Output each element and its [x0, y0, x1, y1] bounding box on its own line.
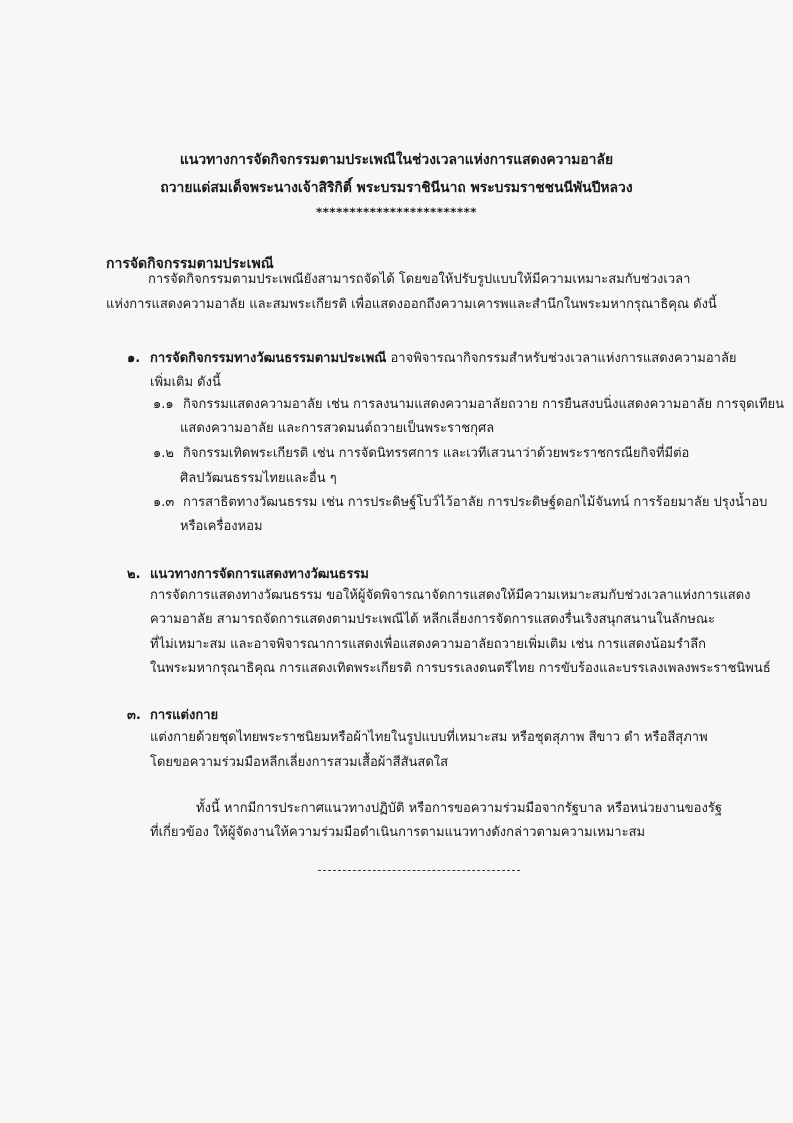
section2-line4: ในพระมหากรุณาธิคุณ การแสดงเทิดพระเกียรติ การบรรเลงดนตรีไทย การขับร้องและบรรเลงเพลงพระราชนิพนธ์ [150, 661, 771, 676]
section1-line2: เพิ่มเติม ดังนี้ [150, 375, 221, 390]
end-divider [318, 870, 520, 871]
item-1-3-line1: การสาธิตทางวัฒนธรรม เช่น การประดิษฐ์โบว์ไว้อาลัย การประดิษฐ์ดอกไม้จันทน์ การร้อยมาลัย ปรุงน้ำอบ [183, 495, 768, 510]
item-1-1-number: ๑.๑ [153, 397, 174, 412]
item-1-1-line1: กิจกรรมแสดงความอาลัย เช่น การลงนามแสดงความอาลัยถวาย การยืนสงบนิ่งแสดงความอาลัย การจุดเทียน [183, 397, 785, 412]
section3-line2: โดยขอความร่วมมือหลีกเลี่ยงการสวมเสื้อผ้าสีสันสดใส [150, 755, 449, 770]
section2-line1: การจัดการแสดงทางวัฒนธรรม ขอให้ผู้จัดพิจารณาจัดการแสดงให้มีความเหมาะสมกับช่วงเวลาแห่งการแสดง [150, 588, 751, 603]
intro-paragraph-line1: การจัดกิจกรรมตามประเพณียังสามารถจัดได้ โดยขอให้ปรับรูปแบบให้มีความเหมาะสมกับช่วงเวลา [148, 272, 691, 287]
section1-number: ๑. [127, 351, 141, 366]
item-1-2-line1: กิจกรรมเทิดพระเกียรติ เช่น การจัดนิทรรศการ และเวทีเสวนาว่าด้วยพระราชกรณียกิจที่มีต่อ [183, 446, 690, 461]
item-1-1-line2: แสดงความอาลัย และการสวดมนต์ถวายเป็นพระราชกุศล [180, 421, 495, 436]
item-1-2-line2: ศิลปวัฒนธรรมไทยและอื่น ๆ [180, 471, 337, 486]
item-1-2-number: ๑.๒ [153, 446, 174, 461]
closing-line2: ที่เกี่ยวข้อง ให้ผู้จัดงานให้ความร่วมมือดำเนินการตามแนวทางดังกล่าวตามความเหมาะสม [150, 825, 646, 840]
section3-title: การแต่งกาย [150, 708, 219, 723]
item-1-3-line2: หรือเครื่องหอม [180, 519, 263, 534]
document-title-line2: ถวายแด่สมเด็จพระนางเจ้าสิริกิติ์ พระบรมราชินีนาถ พระบรมราชชนนีพันปีหลวง [160, 180, 633, 196]
section2-number: ๒. [127, 567, 141, 582]
section3-number: ๓. [127, 708, 141, 723]
intro-heading: การจัดกิจกรรมตามประเพณี [106, 256, 274, 272]
item-1-3-number: ๑.๓ [153, 495, 175, 510]
section1-heading-line [150, 350, 737, 368]
section2-title: แนวทางการจัดการแสดงทางวัฒนธรรม [150, 567, 369, 582]
section3-line1: แต่งกายด้วยชุดไทยพระราชนิยมหรือผ้าไทยในรูปแบบที่เหมาะสม หรือชุดสุภาพ สีขาว ดำ หรือสีสุภาพ [150, 730, 708, 745]
section1-title: การจัดกิจกรรมทางวัฒนธรรมตามประเพณี [150, 351, 387, 366]
closing-line1: ทั้งนี้ หากมีการประกาศแนวทางปฏิบัติ หรือการขอความร่วมมือจากรัฐบาล หรือหน่วยงานของรัฐ [196, 801, 722, 816]
document-title-line1: แนวทางการจัดกิจกรรมตามประเพณีในช่วงเวลาแห่งการแสดงความอาลัย [179, 152, 614, 168]
section1-title-rest: อาจพิจารณากิจกรรมสำหรับช่วงเวลาแห่งการแสดงความอาลัย [390, 351, 737, 366]
section2-line2: ความอาลัย สามารถจัดการแสดงตามประเพณีได้ หลีกเลี่ยงการจัดการแสดงรื่นเริงสนุกสนานในลักษณะ [150, 612, 715, 627]
section2-line3: ที่ไม่เหมาะสม และอาจพิจารณาการแสดงเพื่อแสดงความอาลัยถวายเพิ่มเติม เช่น การแสดงน้อมรำลึก [150, 637, 706, 652]
intro-paragraph-line2: แห่งการแสดงความอาลัย และสมพระเกียรติ เพื่อแสดงออกถึงความเคารพและสำนึกในพระมหากรุณาธิคุณ ดังนี้ [106, 297, 717, 312]
title-stars-separator: ************************ [315, 205, 478, 219]
